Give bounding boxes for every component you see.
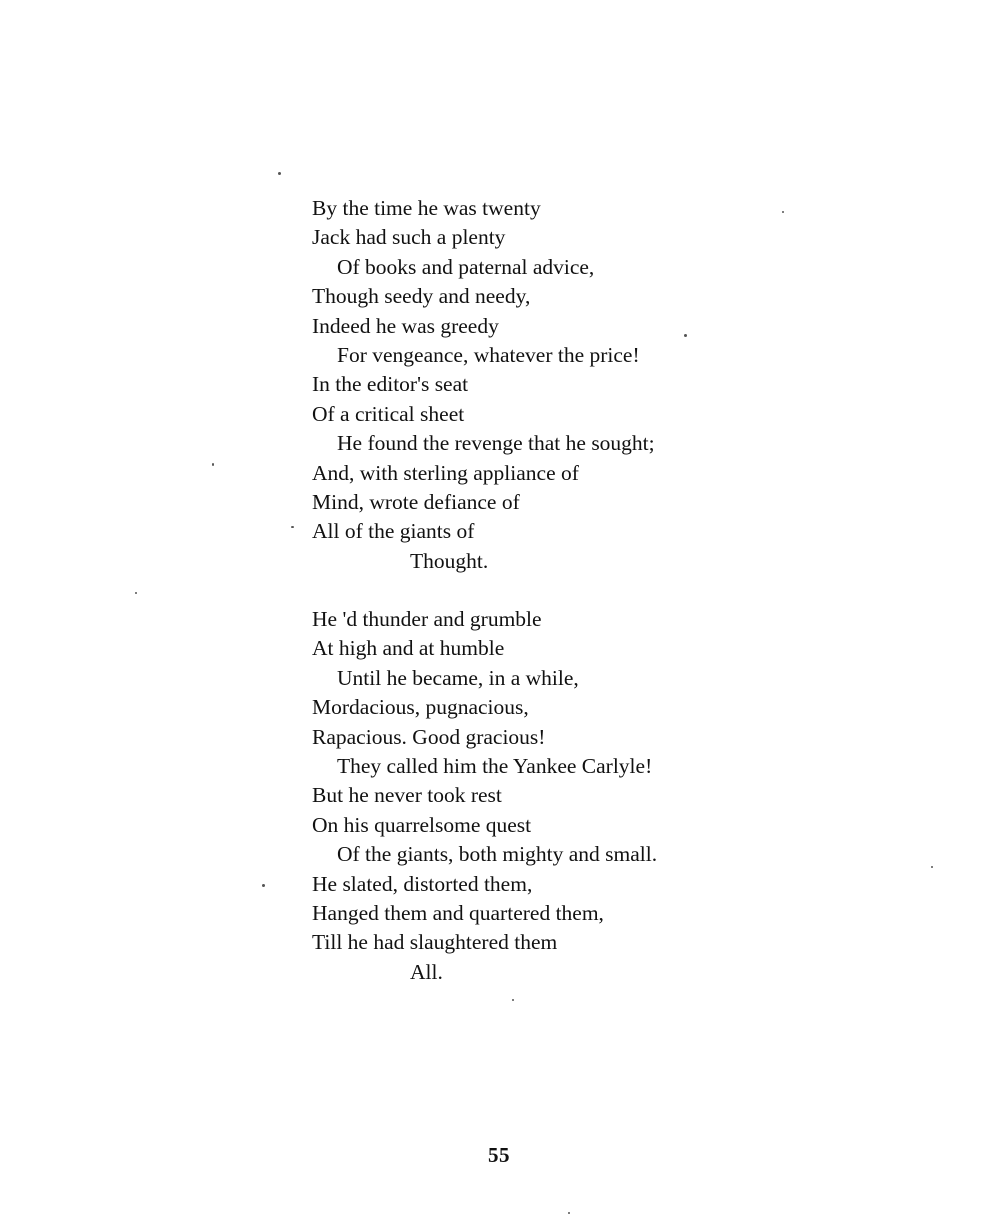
poem-line: Until he became, in a while, <box>337 665 579 690</box>
poem-line: In the editor's seat <box>312 372 469 397</box>
scan-speck <box>212 463 214 466</box>
scan-speck <box>278 172 281 175</box>
poem-line: Till he had slaughtered them <box>312 930 558 955</box>
poem-line: Rapacious. Good gracious! <box>312 724 546 749</box>
poem-line: At high and at humble <box>312 636 505 661</box>
poem-line: All of the giants of <box>312 519 475 544</box>
poem-line: He slated, distorted them, <box>312 871 533 896</box>
poem-line: Thought. <box>410 548 489 573</box>
scan-speck <box>512 999 514 1001</box>
poem-line: Of a critical sheet <box>312 401 465 426</box>
scan-speck <box>782 211 784 213</box>
poem <box>312 194 872 987</box>
scan-speck <box>262 884 265 887</box>
poem-line: Though seedy and needy, <box>312 284 531 309</box>
poem-line: They called him the Yankee Carlyle! <box>337 754 653 779</box>
poem-line: Of books and paternal advice, <box>337 254 595 279</box>
poem-line: But he never took rest <box>312 783 502 808</box>
stanza-1 <box>312 194 872 576</box>
scan-speck <box>931 866 933 868</box>
scan-speck <box>135 592 137 594</box>
poem-line: Hanged them and quartered them, <box>312 900 604 925</box>
poem-line: He found the revenge that he sought; <box>337 431 655 456</box>
poem-line: Jack had such a plenty <box>312 225 506 250</box>
poem-line: Mind, wrote defiance of <box>312 489 520 514</box>
poem-line: He 'd thunder and grumble <box>312 607 542 632</box>
stanza-2 <box>312 605 872 987</box>
poem-line: Of the giants, both mighty and small. <box>337 842 658 867</box>
poem-line: All. <box>410 959 443 984</box>
poem-line: By the time he was twenty <box>312 196 541 220</box>
poem-line: On his quarrelsome quest <box>312 812 532 837</box>
poem-line: Indeed he was greedy <box>312 313 499 338</box>
page-number: 55 <box>488 1143 510 1167</box>
poem-line: Mordacious, pugnacious, <box>312 695 529 720</box>
scan-speck <box>568 1212 570 1214</box>
poem-line: And, with sterling appliance of <box>312 460 579 485</box>
scan-speck <box>291 526 294 528</box>
poem-line: For vengeance, whatever the price! <box>337 342 640 367</box>
scan-speck <box>684 334 687 337</box>
